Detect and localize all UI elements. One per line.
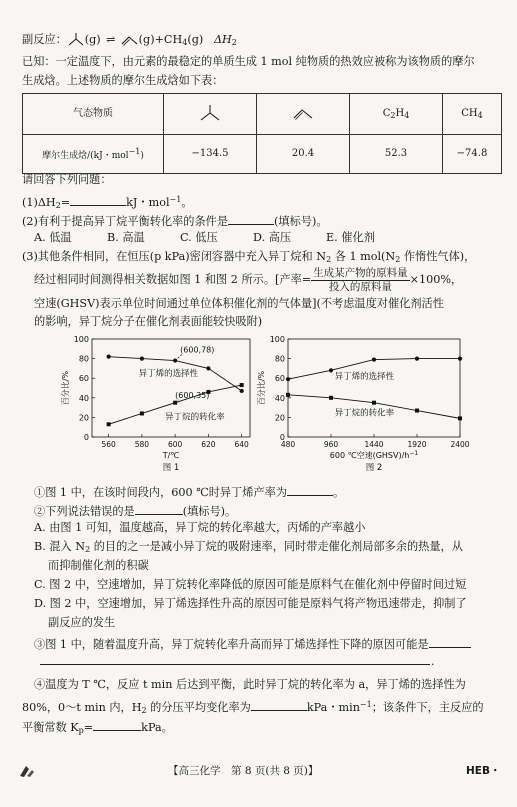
sub-question-4-line-2: 80%，0～t min 内，$H_2$ 的分压平均变化率为 kPa・$\min^{-1}$；该条件下，主反应的 <box>22 700 484 715</box>
isobutane-structure-icon <box>199 104 221 122</box>
equilibrium-arrow-icon: ⇌ <box>105 33 116 46</box>
table-header-label: 气态物质 <box>23 94 164 135</box>
data-point <box>458 416 462 420</box>
side-reaction-line: 副反应： (g) ⇌ $(g)+CH_4(g)$ $\Delta H_2$ <box>22 33 237 47</box>
option-d-text: D. 图 2 中，空速增加，异丁烯选择性升高的原因可能是原料气将产物迅速带走，抑制了 <box>34 597 467 610</box>
y-tick-label: 100 <box>73 335 89 344</box>
exam-page: 副反应： (g) ⇌ $(g)+CH_4(g)$ $\Delta H_2$ 已知：一定温度下，由元素的最稳定的单质生成 1 mol 纯物质的热效应被称为该物质的摩尔 生成焓。上述物质的摩尔生成焓如下表： 气态物质 $C_2H_4$ $CH_4$ 摩尔生成焓/(kJ・mol−1) −134.5 20.4 52.3 −74.8 请回答下列问题： $(1)\Delta H_2=$ kJ・mol$^{-1}$。 (2)有利于提高异丁烷平衡转化率的条件是 (填标号)。 A. 低温 B. 高温 C. 低压 D. 高压 E. 催化剂 (3)其他条件相同，在恒压(p kPa)密闭容器中充入异丁烷和 $N_2$ 各 1 $mol(N_2$ 作惰性气体)， 经过相同时间测得相关数据如图 1 和图 2 所示。[产率= $\frac{\text{生成某产物的原料量}}{\text{投入的原料量}}$ ×100%， 空速(GHSV)表示单位时间通过单位体积催化剂的气体量](不考虑温度对催化剂活性 的影响，异丁烷分子在催化剂表面能较快吸附) 0 20 40 60 80 100 560 580 600 620 640 百分比/% T/℃ 图 1 异丁烯的选择性 异丁烷的转化率 (600,78) (600,35) 0 20 40 60 80 100 480 960 1440 1920 2400 百分比/% 600 ℃空速$(GHSV)/h^{-1}$ 图 2 异丁烯的选择性 异丁烷的转化率 ①图 1 中，在该时间段内，600 ℃时异丁烯产率为 。 ②下列说法错误的是 (填标号)。 A. 由图 1 可知，温度越高，异丁烷的转化率越大，丙烯的产率越小 B. 混入 $N_2$ 的目的之一是减小异丁烷的吸附速率，同时带走催化剂局部多余的热量，从 而抑制催化剂的积碳 C. 图 2 中，空速增加，异丁烷转化率降低的原因可能是原料气在催化剂中停留时间过短 D. 图 2 中，空速增加，异丁烯选择性升高的原因可能是原料气将产物迅速带走，抑制了 副反应的发生 ③图 1 中，随着温度升高，异丁烷转化率升高而异丁烯选择性下降的原因可能是 . ④温度为 T ℃，反应 t min 后达到平衡，此时异丁烷的转化率为 a，异丁烯的选择性为 80%，0～t min 内，$H_2$ 的分压平均变化率为 kPa・$\min^{-1}$；该条件下，主反应的 平衡常数 $K_p=$ kPa。 【高三化学 第 8 页(共 8 页)】 HEB・ <box>0 0 517 807</box>
data-point <box>240 389 244 393</box>
option-c: C. 低压 <box>180 231 218 244</box>
intro-line-1: 已知：一定温度下，由元素的最稳定的单质生成 1 mol 纯物质的热效应被称为该物质的摩尔 <box>22 55 475 68</box>
option-a: A. 低温 <box>34 231 72 244</box>
y-tick-label: 100 <box>269 335 285 344</box>
data-point <box>286 377 290 381</box>
sub-question-2: ②下列说法错误的是 (填标号)。 <box>34 505 237 518</box>
answer-blank[interactable] <box>429 636 471 648</box>
answer-blank[interactable] <box>228 213 274 225</box>
option-d: D. 高压 <box>253 231 292 244</box>
option-e: E. 催化剂 <box>326 231 375 244</box>
scan-mark-icon <box>18 764 36 778</box>
y-axis-label: 百分比/% <box>61 370 70 406</box>
data-point <box>240 383 244 387</box>
y-tick-label: 40 <box>78 393 89 403</box>
intro-line-2: 生成焓。上述物质的摩尔生成焓如下表： <box>22 74 224 87</box>
x-tick-label: 560 <box>101 440 116 449</box>
figure-caption: 图 2 <box>365 463 383 473</box>
data-point <box>329 368 333 372</box>
data-label-leader <box>175 355 182 361</box>
table-cell: −134.5 <box>164 135 257 174</box>
option-b-text-cont: 而抑制催化剂的积碳 <box>48 559 149 572</box>
x-tick-label: 580 <box>134 440 150 449</box>
figure-caption: 图 1 <box>162 463 180 473</box>
side-reaction-label: 副反应： <box>22 33 67 46</box>
y-tick-label: 20 <box>78 413 89 423</box>
option-b-text: B. 混入 $N_2$ 的目的之一是减小异丁烷的吸附速率，同时带走催化剂局部多余的热量，从 <box>34 540 463 554</box>
data-point <box>372 357 376 361</box>
data-point <box>206 366 210 370</box>
x-tick-label: 960 <box>323 440 339 449</box>
data-point <box>458 357 462 361</box>
x-tick-label: 1440 <box>364 440 384 449</box>
x-axis-label: 600 ℃空速$(GHSV)/h^{-1}$ <box>329 450 419 460</box>
question-3-line-2: 经过相同时间测得相关数据如图 1 和图 2 所示。[产率= $\frac{\text{生成某产物的原料量}}{\text{投入的原料量}}$ ×100%， <box>34 267 463 293</box>
series-label: 异丁烷的转化率 <box>165 412 225 423</box>
plot-frame <box>288 339 460 437</box>
propene-structure-icon <box>292 106 314 120</box>
data-point <box>107 422 111 426</box>
question-3-line-3: 空速(GHSV)表示单位时间通过单位体积催化剂的气体量](不考虑温度对催化剂活性 <box>34 297 444 310</box>
answer-blank[interactable] <box>287 484 333 496</box>
y-tick-label: 60 <box>274 374 285 384</box>
x-tick-label: 600 <box>167 440 183 449</box>
figure-1-chart <box>58 333 258 481</box>
data-point <box>415 357 419 361</box>
table-cell: −74.8 <box>443 135 502 174</box>
table-header-c2h4: $C_2H_4$ <box>350 94 443 135</box>
data-label: (600,35) <box>175 390 210 400</box>
sub-question-4-line-3: 平衡常数 $K_p=$ kPa。 <box>22 721 173 735</box>
answer-line[interactable] <box>40 664 430 665</box>
x-tick-label: 1920 <box>407 440 427 449</box>
series-label: 异丁烯的选择性 <box>138 369 199 380</box>
x-tick-label: 480 <box>280 440 296 449</box>
data-point <box>372 401 376 405</box>
question-3-line-1: (3)其他条件相同，在恒压(p kPa)密闭容器中充入异丁烷和 $N_2$ 各 1 $mol(N_2$ 作惰性气体)， <box>22 250 476 264</box>
sub-question-1: ①图 1 中，在该时间段内，600 ℃时异丁烯产率为 。 <box>34 486 345 499</box>
data-point <box>415 409 419 413</box>
option-a-text: A. 由图 1 可知，温度越高，异丁烷的转化率越大，丙烯的产率越小 <box>34 521 366 534</box>
data-point <box>286 393 290 397</box>
option-c-text: C. 图 2 中，空速增加，异丁烷转化率降低的原因可能是原料气在催化剂中停留时间过短 <box>34 578 467 591</box>
answer-blank[interactable] <box>93 719 141 731</box>
x-axis-label-sup: −1 <box>409 450 419 457</box>
propene-structure-icon <box>121 34 139 46</box>
answer-blank[interactable] <box>70 194 126 206</box>
data-point <box>140 411 144 415</box>
table-row-label: 摩尔生成焓/(kJ・mol−1) <box>23 135 164 174</box>
answer-blank[interactable] <box>135 503 183 515</box>
y-tick-label: 80 <box>274 354 285 364</box>
y-tick-label: 0 <box>279 433 285 442</box>
footer-code: HEB・ <box>466 765 501 777</box>
data-point <box>329 396 333 400</box>
table-row <box>23 135 502 174</box>
data-point <box>107 355 111 359</box>
question-2: (2)有利于提高异丁烷平衡转化率的条件是 (填标号)。 <box>22 215 328 228</box>
questions-prompt: 请回答下列问题： <box>22 173 112 186</box>
table-header-row <box>23 94 502 135</box>
series-label: 异丁烷的转化率 <box>334 408 395 419</box>
y-tick-label: 0 <box>83 433 89 442</box>
x-tick-label: 620 <box>201 440 216 449</box>
y-tick-label: 60 <box>78 374 89 384</box>
x-axis-label: T/℃ <box>162 451 180 460</box>
yield-fraction: $\frac{\text{生成某产物的原料量}}{\text{投入的原料量}}$ <box>313 267 408 293</box>
sub-question-4-line-1: ④温度为 T ℃，反应 t min 后达到平衡，此时异丁烷的转化率为 a，异丁烯的选择性为 <box>34 678 466 691</box>
question-3-line-4: 的影响，异丁烷分子在催化剂表面能较快吸附) <box>34 315 263 328</box>
question-1: $(1)\Delta H_2=$ kJ・mol$^{-1}$。 <box>22 195 193 210</box>
y-tick-label: 40 <box>274 393 285 403</box>
answer-blank[interactable] <box>251 699 307 711</box>
data-point <box>140 357 144 361</box>
y-tick-label: 80 <box>78 354 89 364</box>
formation-enthalpy-table <box>22 93 502 174</box>
x-tick-label: 640 <box>234 440 249 449</box>
y-axis-label: 百分比/% <box>257 370 266 406</box>
table-cell: 20.4 <box>257 135 350 174</box>
option-d-text-cont: 副反应的发生 <box>48 616 116 629</box>
data-label: (600,78) <box>180 345 215 355</box>
series-label: 异丁烯的选择性 <box>334 372 395 383</box>
sub-question-3: ③图 1 中，随着温度升高，异丁烷转化率升高而异丁烯选择性下降的原因可能是 <box>34 636 501 650</box>
table-cell: 52.3 <box>350 135 443 174</box>
isobutane-structure-icon <box>67 33 85 47</box>
y-tick-label: 20 <box>274 413 285 423</box>
option-b: B. 高温 <box>107 231 145 244</box>
figure-2-chart <box>258 333 468 481</box>
table-header-ch4: $CH_4$ <box>443 94 502 135</box>
x-tick-label: 2400 <box>450 440 470 449</box>
footer-page-number: 【高三化学 第 8 页(共 8 页)】 <box>168 765 319 777</box>
